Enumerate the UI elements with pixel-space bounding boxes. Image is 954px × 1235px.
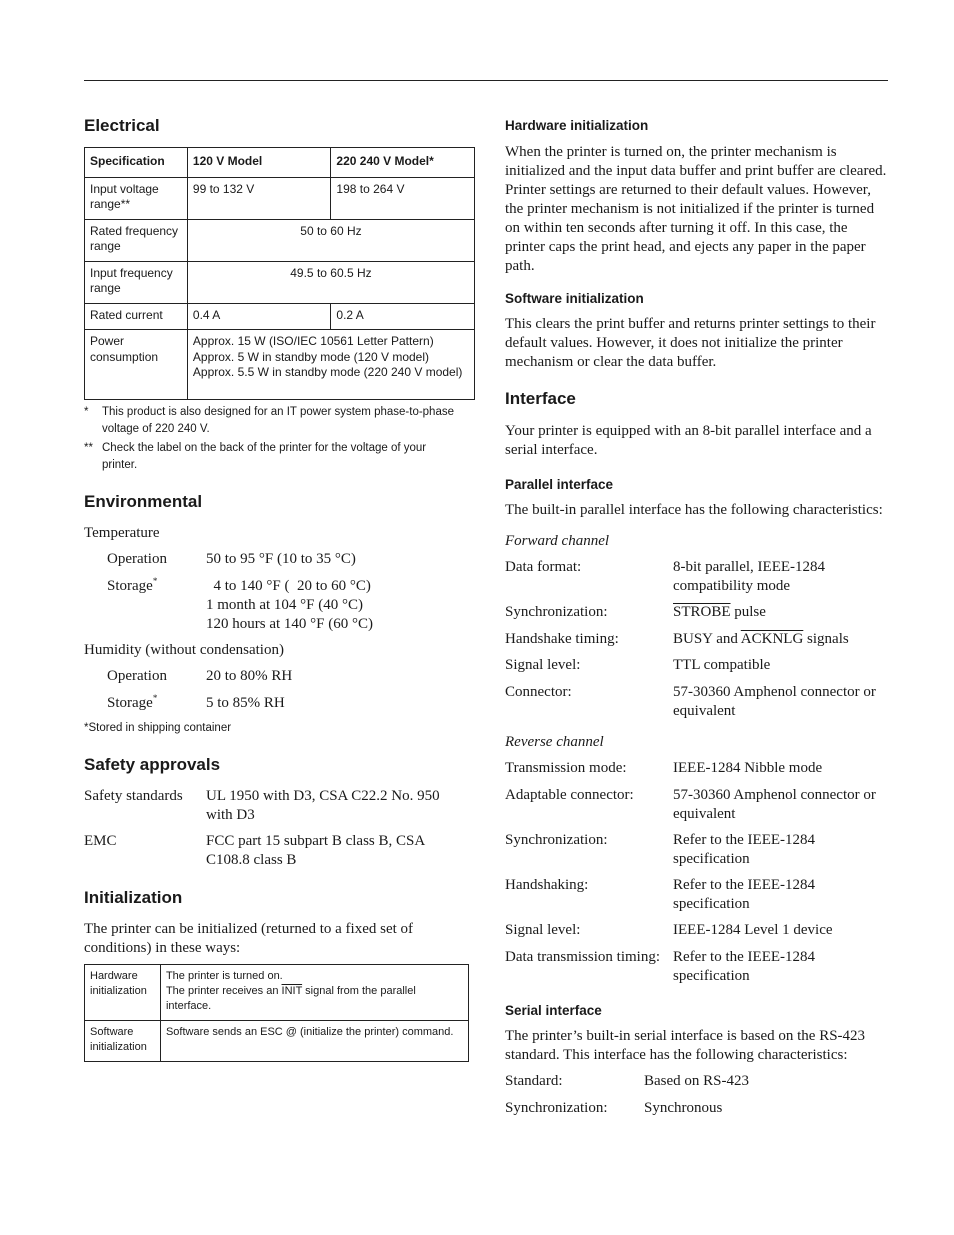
hum-storage-row: [107, 694, 467, 714]
reverse-row: [505, 831, 889, 871]
acknlg-signal: ACKNLG: [740, 631, 804, 647]
reverse-row: [505, 759, 889, 779]
row-label: Operation: [107, 668, 167, 684]
storage-label-text: Storage: [107, 578, 153, 594]
row-value: 8-bit parallel, IEEE-1284 compatibility mode: [673, 559, 826, 594]
row-label: Handshake timing:: [505, 631, 619, 647]
emc-row: [84, 832, 464, 872]
init-line: The printer is turned on.: [165, 970, 283, 982]
table-header-cell: 120 V Model: [187, 148, 331, 178]
footnote: [84, 404, 464, 438]
table-row: [85, 261, 475, 303]
reverse-row: [505, 921, 889, 941]
row-label: Signal level:: [505, 657, 581, 673]
initialization-table: [84, 964, 469, 1062]
software-init-heading: Software initialization: [505, 291, 644, 306]
parallel-intro: The built-in parallel interface has the following characteristics:: [505, 502, 883, 518]
serial-row: [505, 1099, 889, 1119]
storage-mark: *: [152, 693, 158, 703]
table-cell: Software initialization: [85, 1021, 161, 1062]
table-cell: 99 to 132 V: [187, 177, 331, 219]
table-row: [85, 1021, 469, 1062]
serial-heading: Serial interface: [505, 1003, 602, 1018]
row-value: 20 to 80% RH: [206, 668, 293, 684]
row-value: UL 1950 with D3, CSA C22.2 No. 950 with D3: [206, 788, 440, 823]
handshake-post: signals: [803, 631, 849, 647]
electrical-heading: Electrical: [84, 116, 160, 135]
row-label: Adaptable connector:: [505, 787, 634, 803]
environmental-footnote: *Stored in shipping container: [84, 722, 232, 734]
forward-row: [505, 630, 889, 650]
power-line: Approx. 15 W (ISO/IEC 10561 Letter Pattern): [192, 334, 434, 348]
row-value: 50 to 95 °F (10 to 35 °C): [206, 551, 356, 567]
power-line: Approx. 5 W in standby mode (120 V model): [192, 349, 430, 364]
humidity-label: Humidity (without condensation): [84, 642, 284, 658]
footnote-mark: **: [84, 442, 93, 454]
row-label: Handshaking:: [505, 877, 589, 893]
temperature-label: Temperature: [84, 525, 160, 541]
row-label: Connector:: [505, 684, 572, 700]
row-value: FCC part 15 subpart B class B, CSA C108.8 class B: [206, 833, 425, 868]
table-row: [85, 330, 475, 400]
table-cell: 0.2 A: [331, 303, 475, 330]
handshake-pre: BUSY and: [673, 631, 741, 647]
electrical-table: [84, 147, 475, 400]
interface-text: Your printer is equipped with an 8-bit parallel interface and a serial interface.: [505, 423, 872, 458]
table-cell: 49.5 to 60.5 Hz: [187, 261, 474, 303]
software-init-text: This clears the print buffer and returns printer settings to their default values. However, it does not initialize the printer mechanism or clear the data buffer.: [505, 316, 876, 370]
table-cell: Input voltage range**: [85, 177, 188, 219]
reverse-row: [505, 948, 889, 988]
row-value: Refer to the IEEE-1284 specification: [673, 877, 816, 912]
table-cell: Hardware initialization: [85, 965, 161, 1021]
interface-heading: Interface: [505, 389, 576, 408]
row-value: IEEE-1284 Level 1 device: [673, 922, 833, 938]
footnote-mark: *: [84, 406, 89, 418]
row-value: TTL compatible: [673, 657, 771, 673]
row-value: Refer to the IEEE-1284 specification: [673, 949, 816, 984]
forward-row: [505, 558, 889, 598]
table-cell: 50 to 60 Hz: [187, 219, 474, 261]
storage-mark: *: [152, 576, 158, 586]
init-line-post: signal from the parallel interface.: [165, 985, 416, 1012]
table-header-cell: Specification: [85, 148, 188, 178]
initialization-intro: The printer can be initialized (returned to a fixed set of conditions) in these ways:: [84, 921, 414, 956]
table-cell: [187, 330, 474, 400]
init-line: [166, 984, 463, 1014]
row-value: Refer to the IEEE-1284 specification: [673, 832, 816, 867]
forward-channel-label: Forward channel: [505, 533, 610, 549]
row-label: Safety standards: [84, 788, 183, 804]
initialization-heading: Initialization: [84, 888, 183, 907]
table-cell: [160, 965, 468, 1021]
table-cell: 198 to 264 V: [331, 177, 475, 219]
row-label: Synchronization:: [505, 1100, 608, 1116]
footnote-text: This product is also designed for an IT power system phase-to-phase voltage of 220 240 V.: [102, 406, 454, 435]
row-value: IEEE-1284 Nibble mode: [673, 760, 823, 776]
forward-row: [505, 603, 889, 623]
footnote-text: Check the label on the back of the printer for the voltage of your printer.: [102, 442, 427, 471]
row-label: Synchronization:: [505, 832, 608, 848]
serial-row: [505, 1072, 889, 1092]
serial-text: The printer’s built-in serial interface is based on the RS-423 standard. This interface has the following characteristics:: [505, 1028, 866, 1063]
table-row: [85, 965, 469, 1021]
table-header-row: [85, 148, 475, 178]
footnote: [84, 440, 464, 474]
reverse-channel-label: Reverse channel: [505, 734, 604, 750]
row-label: Data format:: [505, 559, 582, 575]
row-label: Signal level:: [505, 922, 581, 938]
table-cell: Rated frequency range: [85, 219, 188, 261]
value-line: 1 month at 104 °F (40 °C): [206, 597, 363, 613]
value-line: 120 hours at 140 °F (60 °C): [206, 616, 373, 632]
row-value: Synchronous: [644, 1100, 723, 1116]
row-value: [673, 603, 889, 622]
forward-row: [505, 656, 889, 676]
parallel-heading: Parallel interface: [505, 477, 614, 492]
row-value: 57-30360 Amphenol connector or equivalent: [673, 684, 876, 719]
temp-storage-row: [107, 577, 467, 635]
table-row: [85, 177, 475, 219]
strobe-signal: STROBE: [673, 604, 731, 620]
forward-row: [505, 683, 889, 723]
header-rule: [84, 80, 888, 81]
row-label: Data transmission timing:: [505, 949, 660, 965]
table-cell: Input frequency range: [85, 261, 188, 303]
row-label: [107, 694, 157, 713]
init-line-pre: The printer receives an: [165, 985, 282, 997]
table-cell: Rated current: [85, 303, 188, 330]
hum-operation-row: [107, 667, 467, 687]
sync-post: pulse: [730, 604, 766, 620]
table-cell: Power consumption: [85, 330, 188, 400]
value-line: 4 to 140 °F ( 20 to 60 °C): [206, 578, 371, 594]
environmental-heading: Environmental: [84, 492, 203, 511]
row-label: EMC: [84, 833, 117, 849]
row-label: Synchronization:: [505, 604, 608, 620]
row-value: Based on RS-423: [644, 1073, 749, 1089]
safety-heading: Safety approvals: [84, 755, 221, 774]
table-header-cell: 220 240 V Model*: [331, 148, 475, 178]
table-cell: Software sends an ESC @ (initialize the printer) command.: [160, 1021, 468, 1062]
row-label: Standard:: [505, 1073, 563, 1089]
reverse-row: [505, 786, 889, 826]
safety-standards-row: [84, 787, 464, 827]
init-signal: INIT: [281, 985, 303, 997]
storage-label-text: Storage: [107, 695, 153, 711]
row-label: Operation: [107, 551, 167, 567]
row-value: [673, 630, 889, 649]
table-cell: 0.4 A: [187, 303, 331, 330]
temp-operation-row: [107, 550, 467, 570]
hardware-init-heading: Hardware initialization: [505, 118, 649, 133]
reverse-row: [505, 876, 889, 916]
table-row: [85, 219, 475, 261]
row-value: 5 to 85% RH: [206, 695, 285, 711]
row-value: 57-30360 Amphenol connector or equivalent: [673, 787, 876, 822]
hardware-init-text: When the printer is turned on, the printer mechanism is initialized and the input data buffer and print buffer are cleared. Printer settings are returned to their default values. However, the printer mechanism is not initialized if the printer is turned on within ten seconds after turning it off. In this case, the printer caps the print head, and ejects any paper in the paper path.: [505, 144, 887, 274]
row-label: [107, 577, 157, 596]
power-line: Approx. 5.5 W in standby mode (220 240 V model): [192, 365, 463, 379]
row-value: [206, 577, 373, 634]
table-row: [85, 303, 475, 330]
row-label: Transmission mode:: [505, 760, 627, 776]
